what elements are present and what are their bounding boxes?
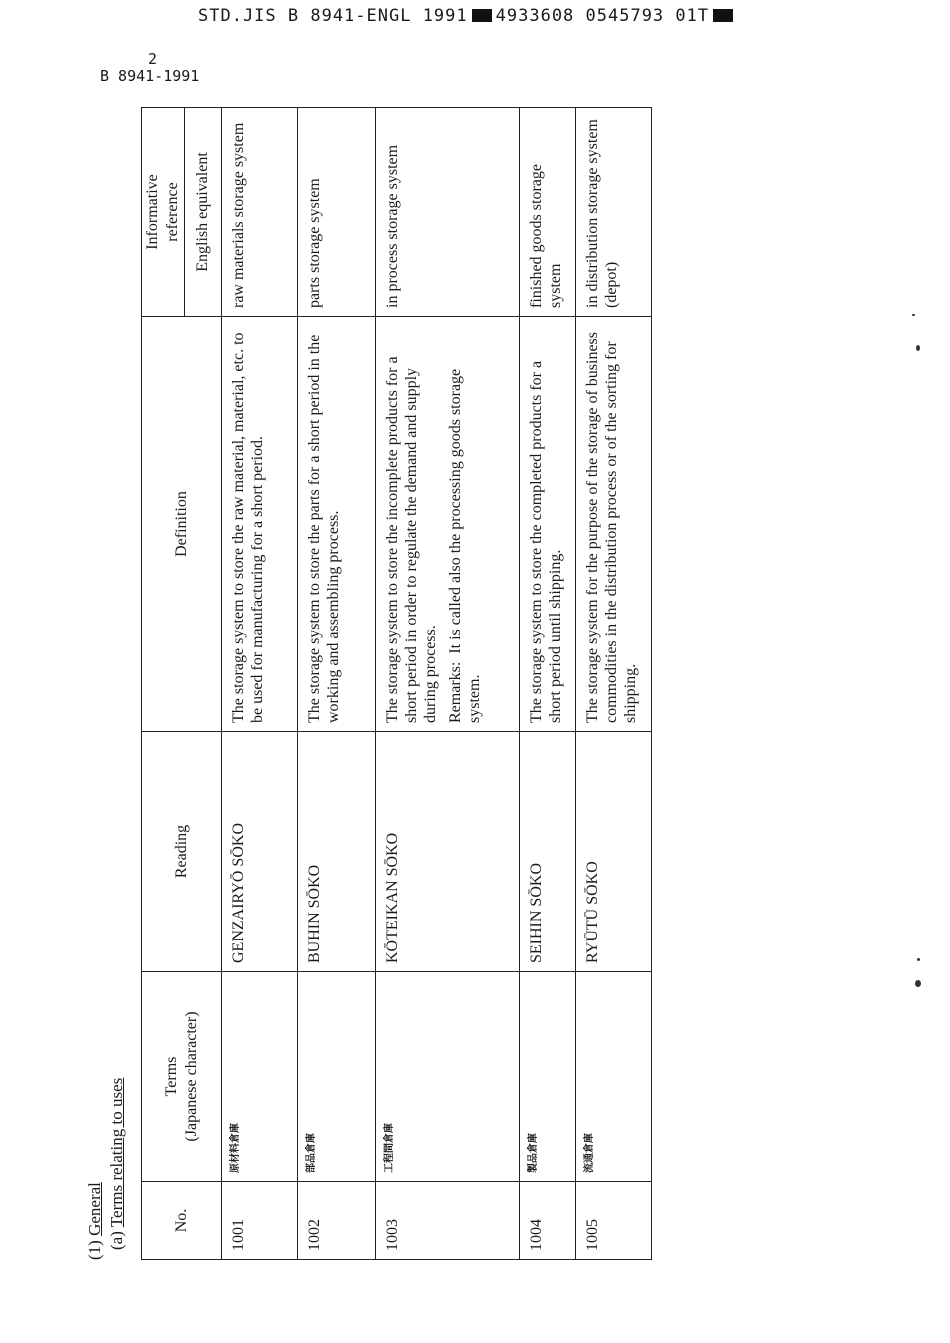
stamp-block <box>713 9 733 22</box>
cell-no: 1002 <box>298 1182 376 1260</box>
header-info-line1: Informative <box>144 174 161 250</box>
cell-english: finished goods storage system <box>520 108 576 317</box>
table-header-row <box>142 108 185 1260</box>
scan-speck <box>915 980 921 987</box>
remarks-text: It is called also the processing goods storage system. <box>446 368 483 723</box>
table-row <box>222 108 298 1260</box>
stamp-right-text: 4933608 0545793 01T <box>495 6 710 26</box>
header-definition: Definition <box>142 317 222 732</box>
cell-term: 原材料倉庫 <box>222 972 298 1182</box>
cell-no: 1001 <box>222 1182 298 1260</box>
cell-definition: The storage system to store the raw material, material, etc. to be used for manufacturing for a short period. <box>222 317 298 732</box>
cell-term: 流通倉庫 <box>576 972 652 1182</box>
table-row <box>298 108 376 1260</box>
section-heading <box>85 1182 105 1260</box>
page-number: 2 <box>148 50 158 68</box>
cell-reading: GENZAIRYŌ SŌKO <box>222 732 298 972</box>
rotated-page-content <box>85 100 685 1260</box>
cell-no: 1004 <box>520 1182 576 1260</box>
stamp-block <box>472 9 492 22</box>
table-row <box>520 108 576 1260</box>
header-informative <box>142 108 185 317</box>
header-no: No. <box>142 1182 222 1260</box>
document-stamp <box>198 6 737 26</box>
subsection-title: Terms relating to uses <box>107 1077 126 1228</box>
cell-reading: BUHIN SŌKO <box>298 732 376 972</box>
cell-reading: RYŪTŪ SŌKO <box>576 732 652 972</box>
cell-no: 1005 <box>576 1182 652 1260</box>
cell-no: 1003 <box>376 1182 520 1260</box>
scan-speck <box>917 958 920 961</box>
cell-term: 製品倉庫 <box>520 972 576 1182</box>
header-reading: Reading <box>142 732 222 972</box>
cell-english: in process storage system <box>376 108 520 317</box>
cell-english: in distribution storage system (depot) <box>576 108 652 317</box>
subsection-number: (a) <box>107 1231 126 1250</box>
remarks <box>447 325 485 723</box>
cell-reading: KŌTEIKAN SŌKO <box>376 732 520 972</box>
cell-definition: The storage system to store the parts for a short period in the working and assembling process. <box>298 317 376 732</box>
stamp-left-text: STD.JIS B 8941-ENGL 1991 <box>198 6 468 26</box>
cell-english: parts storage system <box>298 108 376 317</box>
table-row <box>576 108 652 1260</box>
subsection-heading <box>107 1078 127 1250</box>
document-number: B 8941-1991 <box>100 67 200 85</box>
section-title: General <box>85 1182 104 1236</box>
cell-reading: SEIHIN SŌKO <box>520 732 576 972</box>
cell-english: raw materials storage system <box>222 108 298 317</box>
header-terms-line2: (Japanese character) <box>182 1011 200 1142</box>
cell-definition <box>376 317 520 732</box>
definition-text: The storage system to store the incomplete products for a short period in order to regulate the demand and supply during process. <box>384 356 439 723</box>
scan-speck <box>916 345 920 351</box>
cell-term: 工程間倉庫 <box>376 972 520 1182</box>
terms-table <box>141 107 652 1260</box>
cell-definition: The storage system for the purpose of the storage of business commodities in the distribution process or of the sorting for shipping. <box>576 317 652 732</box>
table-row <box>376 108 520 1260</box>
cell-definition: The storage system to store the completed products for a short period until shipping. <box>520 317 576 732</box>
scan-speck <box>912 314 915 316</box>
header-english: English equivalent <box>185 108 222 317</box>
header-terms <box>142 972 222 1182</box>
header-terms-line1: Terms <box>162 1056 180 1097</box>
remarks-label: Remarks: <box>446 661 464 723</box>
cell-term: 部品倉庫 <box>298 972 376 1182</box>
section-number: (1) <box>85 1240 104 1260</box>
header-info-line2: reference <box>164 182 181 242</box>
